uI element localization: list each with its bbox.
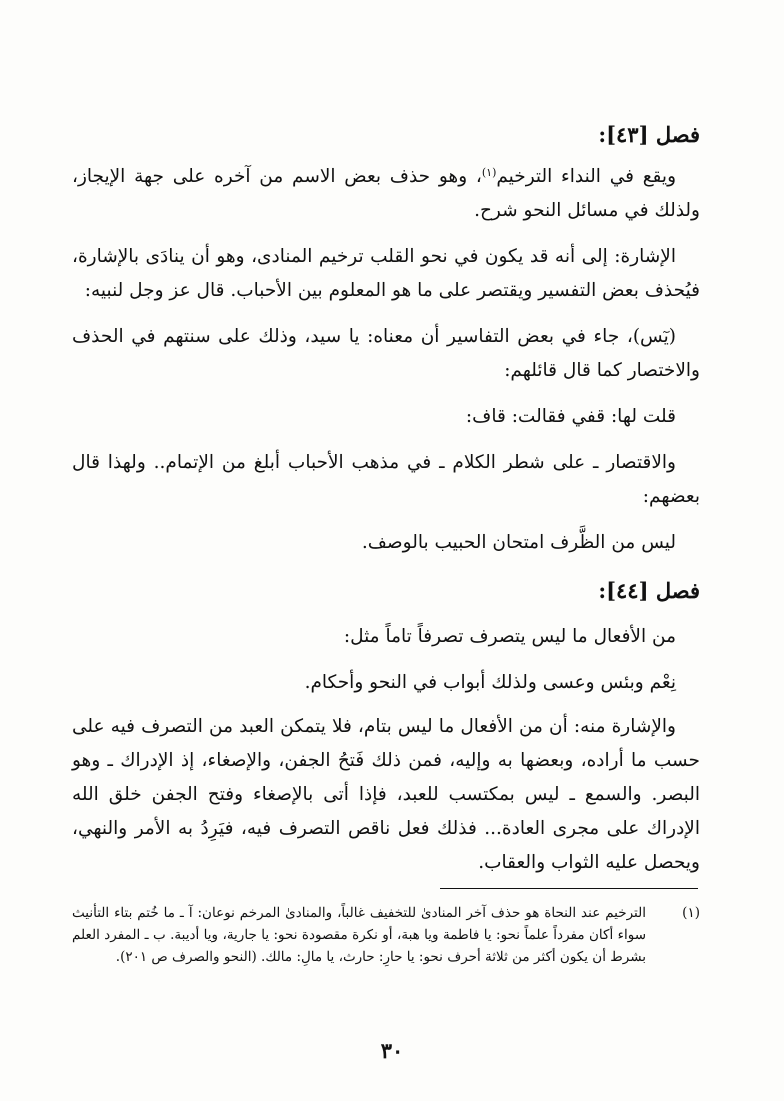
poetry-verse: قلت لها: قفي فقالت: قاف:: [465, 406, 676, 427]
page-number: ٣٠: [380, 1038, 404, 1063]
footnote: [72, 902, 700, 968]
footnote-separator: [440, 888, 698, 889]
section-43-paragraph-5: ليس من الظَّرف امتحان الحبيب بالوصف.: [361, 532, 676, 553]
section-44-paragraph-3: والإشارة منه: أن من الأفعال ما ليس بتام، فلا يتمكن العبد من التصرف فيه على حسب ما أراده، وبعضها به وإليه، فمن ذلك فَتحُ الجفن، والإصغاء، إذ الإدراك ـ وهو البصر. والسمع ـ ليس بمكتسب للعبد، فإذا أتى بالإصغاء وفتح الجفن خلق الله الإدراك على مجرى العادة... فذلك فعل ناقص التصرف فيه، فيَرِدُ به الأمر والنهي، ويحصل عليه الثواب والعقاب.: [72, 716, 700, 873]
paragraph-text: ، وهو حذف بعض الاسم من آخره على جهة الإيجاز، ولذلك في مسائل النحو شرح.: [72, 166, 700, 221]
section-43-paragraph-3: (يٓس)، جاء في بعض التفاسير أن معناه: يا سيد، وذلك على سنتهم في الحذف والاختصار كما قال قائلهم:: [72, 326, 700, 381]
footnote-text: الترخيم عند النحاة هو حذف آخر المنادىٰ للتخفيف غالباً، والمنادىٰ المرخم نوعان: آ ـ ما خُتم بتاء التأنيث سواء أكان مفرداً علماً نحو: يا فاطمة ويا هبة، أو نكرة مقصودة نحو: يا جارية، ويا أديبة. ب ـ المفرد العلم بشرط أن يكون أكثر من ثلاثة أحرف نحو: يا حارِ: حارث، يا مالِ: مالك. (النحو والصرف ص ٢٠١).: [72, 905, 646, 965]
footnote-number: (١): [682, 905, 700, 921]
paragraph-text: ويقع في النداء الترخيم: [496, 166, 677, 187]
section-44-paragraph-1: من الأفعال ما ليس يتصرف تصرفاً تاماً مثل:: [343, 626, 676, 647]
footnote-marker: (١): [481, 166, 497, 179]
section-44-heading: فصل [٤٤]:: [598, 578, 700, 603]
section-43-paragraph-4: والاقتصار ـ على شطر الكلام ـ في مذهب الأحباب أبلغ من الإتمام.. ولهذا قال بعضهم:: [72, 452, 700, 507]
section-43-paragraph-2: الإشارة: إلى أنه قد يكون في نحو القلب ترخيم المنادى، وهو أن ينادَى بالإشارة، فيُحذف بعض التفسير ويقتصر على ما هو المعلوم بين الأحباب. قال عز وجل لنبيه:: [72, 246, 700, 301]
section-44-paragraph-2: نِعْم وبئس وعسى ولذلك أبواب في النحو وأحكام.: [304, 672, 676, 693]
section-43-paragraph-1: [72, 160, 700, 228]
section-43-heading: فصل [٤٣]:: [598, 122, 700, 147]
